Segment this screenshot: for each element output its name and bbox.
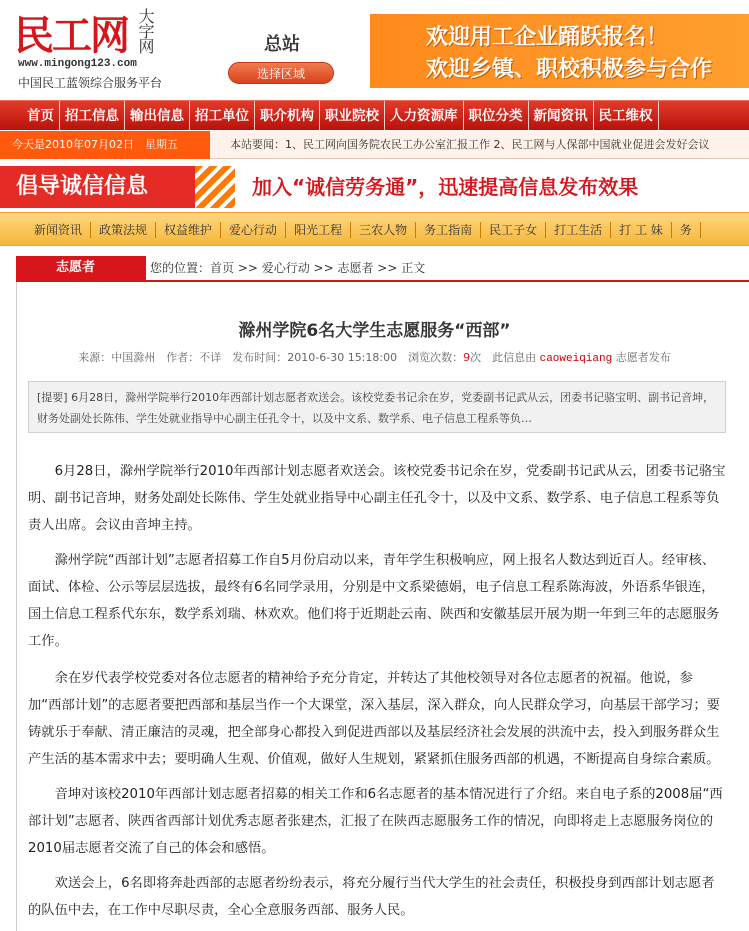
sub-nav-item[interactable]: 新闻资讯 — [26, 222, 91, 238]
main-nav-item[interactable]: 民工维权 — [594, 101, 659, 131]
station-label: 总站 — [264, 34, 300, 55]
sub-nav-item[interactable]: 打 工 妹 — [611, 222, 672, 238]
main-nav-item[interactable]: 招工信息 — [60, 101, 125, 131]
meta-prefix: 来源：中国滁州 作者：不详 发布时间：2010-6-30 15:18:00 浏览次数： — [78, 351, 464, 364]
sub-nav-item[interactable]: 民工子女 — [481, 222, 546, 238]
sub-nav-item[interactable]: 爱心行动 — [221, 222, 286, 238]
publisher-link[interactable]: caoweiqiang — [539, 353, 613, 365]
sub-nav-item[interactable]: 务工指南 — [416, 222, 481, 238]
logo-text: 民工网 — [14, 12, 128, 59]
article-paragraph: 余在岁代表学校党委对各位志愿者的精神给予充分肯定，并转达了其他校领导对各位志愿者的祝福。他说，参加“西部计划”的志愿者要把西部和基层当作一个大课堂，深入基层，深入群众，向人民群众学习，向基层干部学习；要铸就乐于奉献、清正廉洁的灵魂，把全部身心都投入到促进西部以及基层经济社会发展的洪流中去，投入到服务群众生产生活的基本需求中去；要明确人生观、价值观，做好人生规划，紧紧抓住服务西部的机遇，不断提高自身综合素质。 — [28, 671, 720, 767]
sub-nav-item[interactable]: 权益维护 — [156, 222, 221, 238]
select-region-button[interactable]: 选择区域 — [228, 62, 334, 84]
main-nav-item[interactable]: 招工单位 — [190, 101, 255, 131]
main-nav-item[interactable]: 首页 — [22, 101, 60, 131]
main-nav-item[interactable]: 职位分类 — [464, 101, 529, 131]
sub-nav — [0, 212, 749, 246]
site-header — [0, 0, 749, 100]
main-nav-item[interactable]: 职业院校 — [320, 101, 385, 131]
sub-nav-item[interactable]: 务 — [672, 222, 701, 238]
article-paragraph: 6月28日，滁州学院举行2010年西部计划志愿者欢送会。该校党委书记余在岁，党委副书记武从云，团委书记骆宝明、副书记音坤，财务处副处长陈伟、学生处就业指导中心副主任孔令十，以及中文系、数学系、电子信息工程系等负责人出席。会议由音坤主持。 — [28, 464, 726, 533]
logo-sub-text: 大字网 — [136, 8, 155, 53]
site-logo[interactable] — [14, 8, 184, 62]
article-meta — [0, 349, 749, 365]
banner-stripe-decoration — [195, 166, 235, 208]
logo-url: www.mingong123.com — [18, 58, 137, 70]
header-banner-ad[interactable] — [370, 14, 749, 88]
meta-suffix: 志愿者发布 — [615, 351, 671, 364]
sub-nav-item[interactable]: 政策法规 — [91, 222, 156, 238]
banner-line-1: 欢迎用工企业踊跃报名！ — [426, 25, 669, 50]
section-tag: 志愿者 — [16, 256, 146, 280]
site-news-ticker[interactable]: 本站要闻：1、民工网向国务院农民工办公室汇报工作 2、民工网与人保部中国就业促进会发好会议 — [230, 138, 710, 151]
view-count: 9 — [463, 351, 471, 364]
current-date: 今天是2010年07月02日 星期五 — [0, 131, 210, 159]
article-paragraph: 滁州学院“西部计划”志愿者招募工作自5月份启动以来，青年学生积极响应，网上报名人数达到近百人。经审核、面试、体检、公示等层层选拔，最终有6名同学录用，分别是中文系梁德娟，电子信息工程系陈海波，外语系华银连，国土信息工程系代东东，数学系刘瑞、林欢欢。他们将于近期赴云南、陕西和安徽基层开展为期一年到三年的志愿服务工作。 — [28, 553, 720, 649]
breadcrumb[interactable]: 您的位置：首页 >> 爱心行动 >> 志愿者 >> 正文 — [150, 261, 426, 275]
main-nav-item[interactable]: 职介机构 — [255, 101, 320, 131]
article-paragraph: 欢送会上，6名即将奔赴西部的志愿者纷纷表示，将充分履行当代大学生的社会责任，积极投身到西部计划志愿者的队伍中去，在工作中尽职尽责，全心全意服务西部、服务人民。 — [28, 876, 715, 918]
sub-nav-item[interactable]: 三农人物 — [351, 222, 416, 238]
article-summary: [提要] 6月28日，滁州学院举行2010年西部计划志愿者欢送会。该校党委书记余在岁，党委副书记武从云，团委书记骆宝明、副书记音坤，财务处副处长陈伟、学生处就业指导中心副主任孔令十，以及中文系、数学系、电子信息工程系等负… — [28, 381, 726, 433]
sub-nav-item[interactable]: 阳光工程 — [286, 222, 351, 238]
main-nav-item[interactable]: 人力资源库 — [385, 101, 464, 131]
integrity-banner[interactable] — [0, 166, 749, 208]
date-notice-bar — [0, 131, 749, 159]
article-body — [28, 458, 726, 931]
article-title: 滁州学院6名大学生志愿服务“西部” — [238, 321, 511, 341]
main-nav-item[interactable]: 新闻资讯 — [529, 101, 594, 131]
integrity-banner-left: 倡导诚信信息 — [0, 166, 210, 208]
meta-mid: 次 此信息由 — [470, 351, 537, 364]
main-nav — [0, 100, 749, 130]
sub-nav-item[interactable]: 打工生活 — [546, 222, 611, 238]
banner-line-2: 欢迎乡镇、职校积极参与合作 — [426, 57, 713, 82]
main-nav-item[interactable]: 输出信息 — [125, 101, 190, 131]
site-slogan: 中国民工蓝领综合服务平台 — [18, 76, 163, 90]
article-paragraph: 音坤对该校2010年西部计划志愿者招募的相关工作和6名志愿者的基本情况进行了介绍。来自电子系的2008届“西部计划”志愿者、陕西省西部计划优秀志愿者张建杰，汇报了在陕西志愿服务工作的情况，向即将走上志愿服务岗位的2010届志愿者交流了自己的体会和感悟。 — [28, 787, 723, 856]
breadcrumb-bar — [16, 256, 749, 282]
integrity-banner-right: 加入“诚信劳务通”，迅速提高信息发布效果 — [252, 175, 639, 199]
